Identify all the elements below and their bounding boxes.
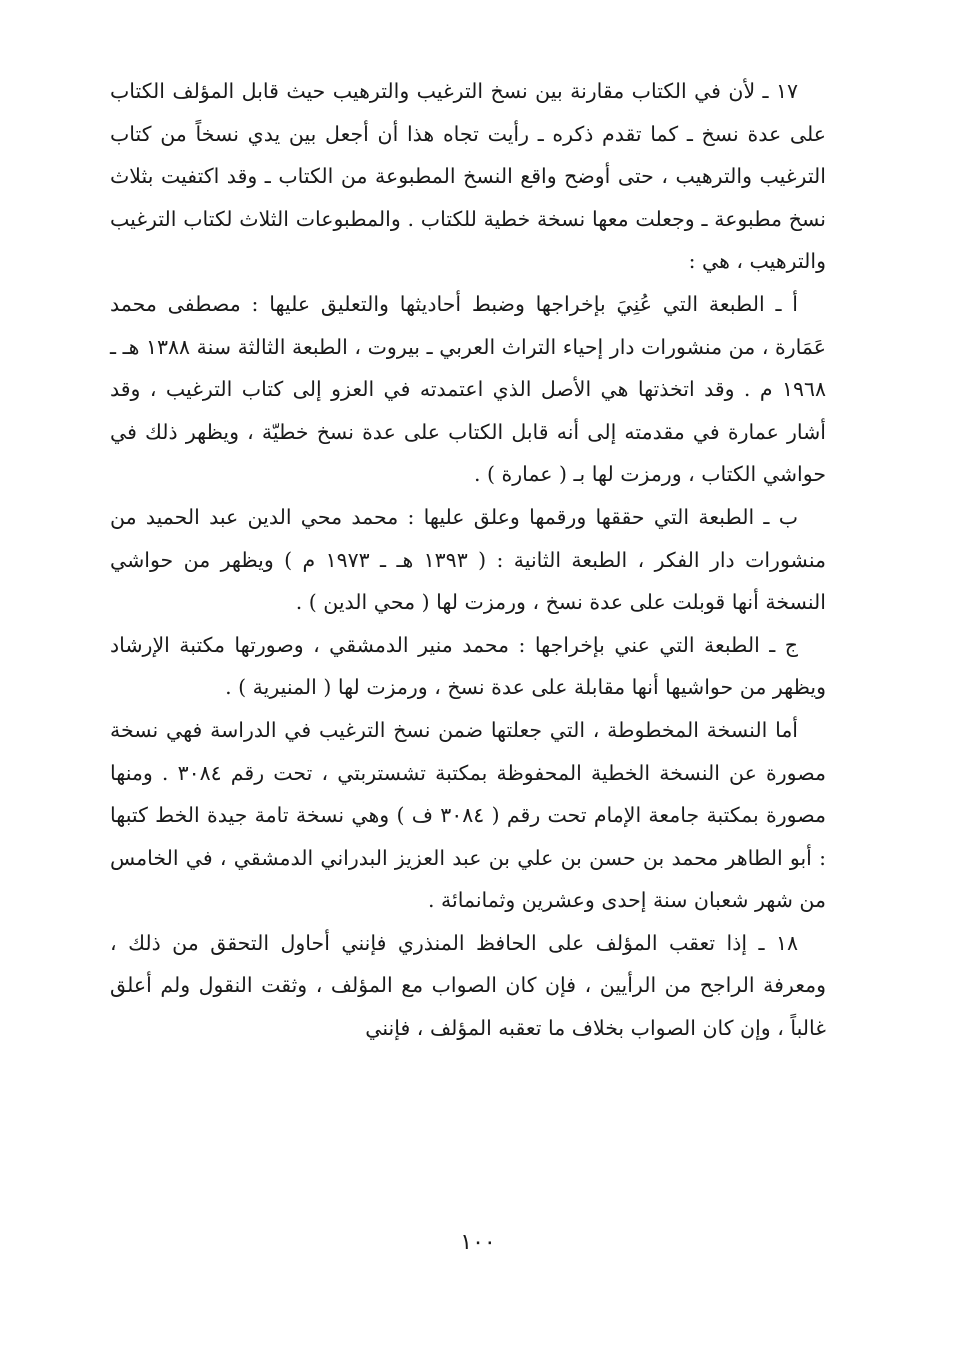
paragraph-18: ١٨ ـ إذا تعقب المؤلف على الحافظ المنذري فإنني أحاول التحقق من ذلك ، ومعرفة الراجح من الرأيين ، فإن كان الصواب مع المؤلف ، وثقت النقول ولم أعلق غالباً ، وإن كان الصواب بخلاف ما تعقبه المؤلف ، فإنني: [110, 930, 826, 1041]
paragraph-manuscript: أما النسخة المخطوطة ، التي جعلتها ضمن نسخ الترغيب في الدراسة فهي نسخة مصورة عن النسخة الخطية المحفوظة بمكتبة تشستربتي ، تحت رقم ٣٠٨٤ . ومنها مصورة بمكتبة جامعة الإمام تحت رقم ( ٣٠٨٤ ف ) وهي نسخة تامة جيدة الخط كتبها : أبو الطاهر محمد بن حسن بن علي بن عبد العزيز البدراني الدمشقي ، في الخامس من شهر شعبان سنة إحدى وعشرين وثمانمائة .: [110, 717, 827, 913]
body-text: [110, 70, 826, 1050]
paragraph-edition-b: ب ـ الطبعة التي حققها ورقمها وعلق عليها : محمد محي الدين عبد الحميد من منشورات دار الفكر ، الطبعة الثانية : ( ١٣٩٣ هـ ـ ١٩٧٣ م ) ويظهر من حواشي النسخة أنها قوبلت على عدة نسخ ، ورمزت لها ( محي الدين ) .: [110, 504, 827, 615]
paragraph-edition-a: أ ـ الطبعة التي عُنِيَ بإخراجها وضبط أحاديثها والتعليق عليها : مصطفى محمد عَمَارة ، من منشورات دار إحياء التراث العربي ـ بيروت ، الطبعة الثالثة سنة ١٣٨٨ هـ ـ ١٩٦٨ م . وقد اتخذتها هي الأصل الذي اعتمدته في العزو إلى كتاب الترغيب ، وقد أشار عمارة في مقدمته إلى أنه قابل الكتاب على عدة نسخ خطيّة ، ويظهر ذلك في حواشي الكتاب ، ورمزت لها بـ ( عمارة ) .: [110, 291, 826, 487]
paragraph-edition-c: ج ـ الطبعة التي عني بإخراجها : محمد منير الدمشقي ، وصورتها مكتبة الإرشاد ويظهر من حواشيها أنها مقابلة على عدة نسخ ، ورمزت لها ( المنيرية ) .: [110, 632, 826, 700]
paragraph-17-intro: ١٧ ـ لأن في الكتاب مقارنة بين نسخ الترغيب والترهيب حيث قابل المؤلف الكتاب على عدة نسخ ـ كما تقدم ذكره ـ رأيت تجاه هذا أن أجعل بين يدي نسخاً من كتاب الترغيب والترهيب ، حتى أوضح واقع النسخ المطبوعة من الكتاب ـ وقد اكتفيت بثلاث نسخ مطبوعة ـ وجعلت معها نسخة خطية للكتاب . والمطبوعات الثلاث لكتاب الترغيب والترهيب ، هي :: [110, 79, 826, 274]
page-number: ١٠٠: [460, 1230, 496, 1255]
